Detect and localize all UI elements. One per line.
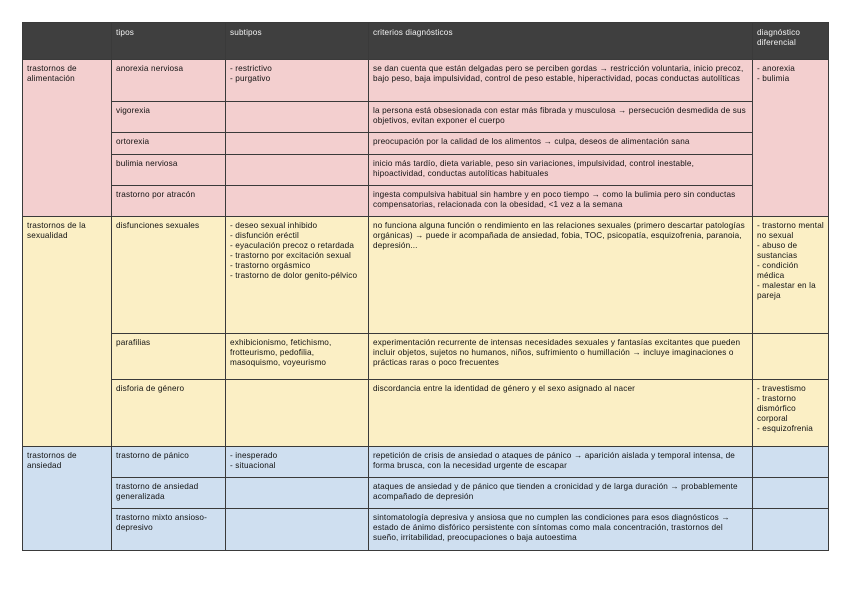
- table-row: [23, 334, 829, 380]
- type-cell: anorexia nerviosa: [112, 60, 226, 102]
- type-cell: trastorno mixto ansioso-depresivo: [112, 509, 226, 551]
- subtypes-cell: [226, 509, 369, 551]
- criteria-cell: la persona está obsesionada con estar más fibrada y musculosa → persecución desmedida de sus objetivos, evitan exponer el cuerpo: [369, 102, 753, 133]
- table-row: [23, 478, 829, 509]
- type-cell: trastorno de ansiedad generalizada: [112, 478, 226, 509]
- differential-cell: [753, 478, 829, 509]
- table-row: [23, 509, 829, 551]
- header-row: [23, 23, 829, 60]
- type-cell: parafilias: [112, 334, 226, 380]
- subtypes-cell: [226, 380, 369, 447]
- header-diagnostico-diferencial: diagnóstico diferencial: [753, 23, 829, 60]
- criteria-cell: ingesta compulsiva habitual sin hambre y en poco tiempo → como la bulimia pero sin conductas compensatorias, relacionada con la obesidad, <1 vez a la semana: [369, 186, 753, 217]
- criteria-cell: inicio más tardío, dieta variable, peso sin variaciones, impulsividad, control inestable, hipoactividad, conductas autolíticas habituales: [369, 155, 753, 186]
- subtypes-cell: [226, 447, 369, 478]
- type-cell: trastorno por atracón: [112, 186, 226, 217]
- table-row: [23, 380, 829, 447]
- diagnostic-table: [22, 22, 829, 551]
- table-row: [23, 186, 829, 217]
- header-subtipos: subtipos: [226, 23, 369, 60]
- subtype-item: exhibicionismo, fetichismo, frotteurismo, pedofilia, masoquismo, voyeurismo: [230, 338, 332, 367]
- table-row: [23, 155, 829, 186]
- header-tipos: tipos: [112, 23, 226, 60]
- criteria-cell: no funciona alguna función o rendimiento en las relaciones sexuales (primero descartar patologías orgánicas) → puede ir acompañada de ansiedad, fobia, TOC, psicopatía, esquizofrenia, paranoia, depresión...: [369, 217, 753, 334]
- differential-item: - malestar en la pareja: [757, 281, 816, 300]
- group-label-sexualidad: trastornos de la sexualidad: [23, 217, 112, 447]
- subtypes-cell: [226, 155, 369, 186]
- table-row: [23, 102, 829, 133]
- header-category: [23, 23, 112, 60]
- differential-item: - trastorno mental no sexual: [757, 221, 824, 240]
- type-cell: ortorexia: [112, 133, 226, 155]
- subtype-item: - trastorno por excitación sexual: [230, 251, 351, 260]
- subtype-item: - trastorno de dolor genito-pélvico: [230, 271, 358, 280]
- subtype-item: - deseo sexual inhibido: [230, 221, 318, 230]
- type-cell: vigorexia: [112, 102, 226, 133]
- criteria-cell: discordancia entre la identidad de género y el sexo asignado al nacer: [369, 380, 753, 447]
- type-cell: disforia de género: [112, 380, 226, 447]
- header-criterios: criterios diagnósticos: [369, 23, 753, 60]
- differential-item: - abuso de sustancias: [757, 241, 798, 260]
- criteria-cell: repetición de crisis de ansiedad o ataques de pánico → aparición aislada y temporal intensa, de forma brusca, con la necesidad urgente de escapar: [369, 447, 753, 478]
- differential-item: - bulimia: [757, 74, 790, 83]
- type-cell: trastorno de pánico: [112, 447, 226, 478]
- criteria-cell: sintomatología depresiva y ansiosa que no cumplen las condiciones para esos diagnósticos → estado de ánimo disfórico persistente con síntomas como mala concentración, trastornos del sueño, irritabilidad, preocupaciones o baja autoestima: [369, 509, 753, 551]
- differential-cell: [753, 334, 829, 380]
- table-row: [23, 60, 829, 102]
- type-cell: disfunciones sexuales: [112, 217, 226, 334]
- differential-cell: [753, 217, 829, 334]
- subtype-item: - purgativo: [230, 74, 271, 83]
- subtypes-cell: [226, 334, 369, 380]
- differential-cell: [753, 447, 829, 478]
- differential-item: - condición médica: [757, 261, 799, 280]
- criteria-cell: se dan cuenta que están delgadas pero se perciben gordas → restricción voluntaria, inicio precoz, bajo peso, baja impulsividad, control de peso estable, hiperactividad, pocas conductas autolíticas: [369, 60, 753, 102]
- differential-cell: [753, 509, 829, 551]
- group-label-alimentacion: trastornos de alimentación: [23, 60, 112, 217]
- subtypes-cell: [226, 133, 369, 155]
- differential-item: - travestismo: [757, 384, 806, 393]
- group-label-ansiedad: trastornos de ansiedad: [23, 447, 112, 551]
- subtypes-cell: [226, 102, 369, 133]
- table-row: [23, 133, 829, 155]
- differential-cell: [753, 380, 829, 447]
- subtype-item: - situacional: [230, 461, 276, 470]
- differential-item: - anorexia: [757, 64, 795, 73]
- subtype-item: - eyaculación precoz o retardada: [230, 241, 355, 250]
- subtype-item: - disfunción eréctil: [230, 231, 299, 240]
- subtypes-cell: [226, 478, 369, 509]
- differential-item: - esquizofrenia: [757, 424, 813, 433]
- table-row: [23, 217, 829, 334]
- subtype-item: - trastorno orgásmico: [230, 261, 311, 270]
- subtypes-cell: [226, 186, 369, 217]
- type-cell: bulimia nerviosa: [112, 155, 226, 186]
- differential-item: - trastorno dismórfico corporal: [757, 394, 796, 423]
- differential-cell: [753, 60, 829, 217]
- subtype-item: - inesperado: [230, 451, 278, 460]
- criteria-cell: preocupación por la calidad de los alimentos → culpa, deseos de alimentación sana: [369, 133, 753, 155]
- subtypes-cell: [226, 217, 369, 334]
- subtypes-cell: [226, 60, 369, 102]
- table-row: [23, 447, 829, 478]
- subtype-item: - restrictivo: [230, 64, 272, 73]
- criteria-cell: ataques de ansiedad y de pánico que tienden a cronicidad y de larga duración → probablemente acompañado de depresión: [369, 478, 753, 509]
- criteria-cell: experimentación recurrente de intensas necesidades sexuales y fantasías excitantes que pueden incluir objetos, sujetos no humanos, niños, sufrimiento o humillación → incluye imaginaciones o prácticas raras o poco frecuentes: [369, 334, 753, 380]
